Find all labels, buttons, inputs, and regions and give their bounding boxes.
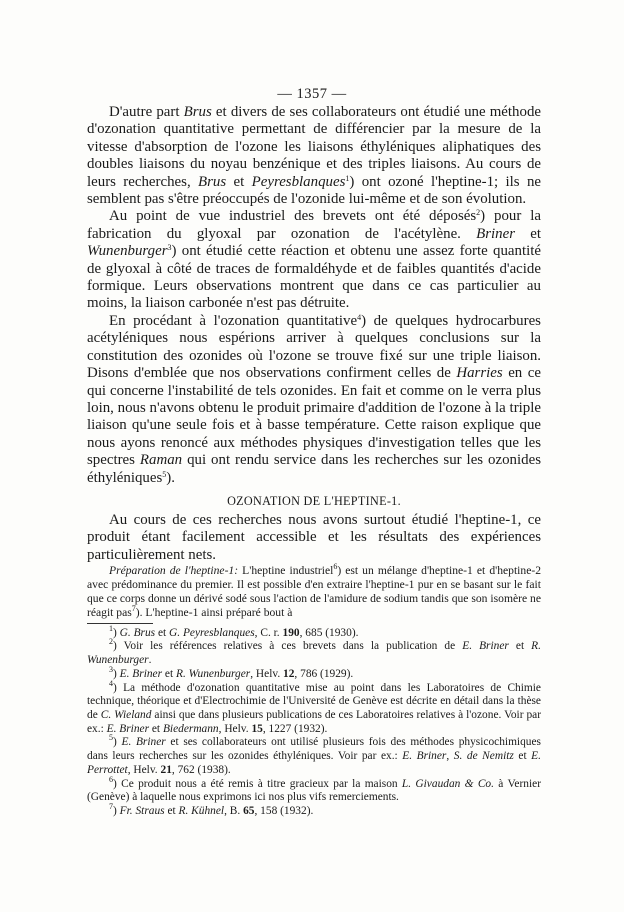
text: ) de quelques hydrocarbures acétyléniques nous espérions arriver à quelques conclusions sur la constitution des ozonides où l'ozone se trouve fixé sur une triple liaison. Disons d'emblée que nos observations confirment celles de [87,312,541,382]
volume: 65 [243,804,255,817]
footnote-6: $^6$) Ce produit nous a été remis à titre gracieux par la maison L. Givaudan & Co. à Vernier (Genève) à laquelle nous exprimons ici nos plus vifs remerciements. [87,774,541,804]
text: . [148,654,152,667]
author-name: Brus [183,104,212,120]
footnote-ref: 3 [167,243,172,253]
text: , [446,750,454,763]
text: , Helv. [127,763,161,776]
text: et divers de ses collaborateurs ont étudié une méthode d'ozonation quantitative permettant de différencier par la mesure de la vitesse d'absorption de l'ozone les liaisons éthyléniques aliphatiques des doubles liaisons du noyau benzénique et des triples liaisons. Au cours de leurs recherches, [87,104,541,190]
footnote-3: $^3$) E. Briner et R. Wunenburger, Helv. 12, 786 (1929). [109,664,354,680]
text: ) pour la fabrication du glyoxal par ozonation de l'acétylène. [87,208,541,242]
paragraph-4 [87,512,541,564]
volume: 190 [282,626,300,639]
author-name: R. Wunenburger [87,640,541,667]
footnote-number: 4 [109,678,113,688]
text: L'heptine industriel [238,564,334,578]
footnote-7: $^7$) Fr. Straus et R. Kühnel, B. 65, 158 (1932). [109,801,314,817]
subsection-title: Préparation de l'heptine-1: [109,564,239,578]
text: et [515,225,541,242]
text: ). L'heptine-1 ainsi préparé bout à [135,605,293,619]
volume: 12 [283,667,295,680]
text: et [149,722,163,735]
footnote-number: 2 [109,637,113,647]
footnote-4: $^4$) La méthode d'ozonation quantitative mise au point dans les Laboratoires de Chimie technique, théorique et d'Electrochimie de l'Université de Genève est décrite en détail dans la thèse de C. Wieland ainsi que dans plusieurs publications de ces Laboratoires relatives à l'ozone. Voir par ex.: E. Briner et Biedermann, Helv. 15, 1227 (1932). [87,678,542,735]
author-name: S. de Nemitz [453,750,514,763]
text: Au point de vue industriel des brevets ont été déposés [109,208,477,225]
volume: 21 [160,763,172,776]
page-number: — 1357 — [277,86,347,102]
author-name: Peyresblanques [251,173,346,190]
footnote-ref: 7 [131,603,136,613]
text: et [508,640,532,653]
author-name: E. Briner [106,722,150,735]
text: , 1227 (1932). [262,722,328,735]
text: , C. r. [254,626,283,639]
author-name: Brus [198,173,227,190]
text: et [226,173,252,190]
text: D'autre part [109,104,184,120]
volume: 15 [251,722,263,735]
author-name: Biedermann [162,722,219,735]
paragraph-1 [87,104,541,208]
paragraph-5 [87,564,541,620]
main-text [87,104,541,819]
footnote-2: $^2$) Voir les références relatives à ces brevets dans la publication de E. Briner et R. Wunenburger. [87,637,541,667]
text: , Helv. [218,722,252,735]
author-name: E. Briner [121,736,166,749]
author-name: C. Wieland [100,709,152,721]
footnote-5: $^5$) E. Briner et ses collaborateurs ont utilisé plusieurs fois des méthodes physicochimiques dans leurs recherches sur les ozonides éthyléniques. Voir par ex.: E. Briner, S. de Nemitz et E. Perrottet, Helv. 21, 762 (1938). [87,733,541,776]
footnote-separator [87,623,153,624]
footnote-number: 3 [109,664,113,674]
text: , 762 (1938). [171,763,231,776]
paragraph-3 [87,313,541,487]
author-name: E. Briner [462,640,509,653]
text: ainsi que dans plusieurs publications de ces Laboratoires relatives à l'ozone. Voir par ex.: [87,709,542,735]
author-name: R. Wunenburger [175,667,251,680]
author-name: G. Peyresblanques [169,626,255,639]
footnote-number: 6 [109,774,113,784]
footnote-ref: 6 [333,562,338,572]
text: La méthode d'ozonation quantitative mise au point dans les Laboratoires de Chimie technique, théorique et d'Electrochimie de l'Université de Genève est décrite en détail dans la thèse de [87,681,541,721]
footnote-number: 5 [109,733,113,743]
footnote-number: 7 [109,801,113,811]
text: , 786 (1929). [294,667,354,680]
text: ) est un mélange d'heptine-1 et d'heptine-2 avec prédominance du premier. Il est possible d'en extraire l'heptine-1 pur en se basant sur le fait que ce corps donne un dérivé sodé sous l'action de l'amidure de sodium tandis que son isomère ne réagit pas [87,564,541,619]
author-name: Raman [139,452,183,469]
text: et [164,804,179,817]
text: , Helv. [250,667,284,680]
footnote-ref: 2 [476,208,481,218]
text: qui ont rendu service dans les recherches sur les ozonides éthyléniques [87,452,541,486]
text: et [155,626,170,639]
text: en ce qui concerne l'instabilité de tels ozonides. En fait et comme on le verra plus loin, nous n'avons obtenu le produit primaire d'addition de l'ozone à la triple liaison qu'une seule fois et à basse température. Cette raison explique que nous ayons renoncé aux méthodes physiques d'investigation telles que les spectres [87,365,541,469]
footnote-ref: 1 [345,173,350,183]
author-name: E. Briner [119,667,163,680]
author-name: Fr. Straus [119,804,165,817]
text: et ses collaborateurs ont utilisé plusieurs fois des méthodes physicochimiques dans leurs recherches sur les ozonides éthyléniques. Voir par ex.: [87,736,541,763]
author-name: E. Briner [402,750,447,763]
text: et [513,750,532,763]
text: ). [166,469,175,486]
footnote-1: $^1$) G. Brus et G. Peyresblanques, C. r. 190, 685 (1930). [109,623,359,639]
author-name: Wunenburger [87,243,168,260]
text: à Vernier (Genève) à laquelle nous exprimons ici nos plus vifs remerciements. [87,777,541,804]
text: et [162,667,176,680]
text: Ce produit nous a été remis à titre gracieux par la maison [121,777,402,790]
author-name: E. Perrottet [87,750,541,776]
text: Au cours de ces recherches nous avons surtout étudié l'heptine-1, ce produit étant facilement accessible et les résultats des expériences particulièrement nets. [87,511,541,563]
text: , 685 (1930). [299,626,359,639]
text: , B. [224,804,244,817]
text: Voir les références relatives à ces brevets dans la publication de [123,640,463,653]
text: ) ont étudié cette réaction et obtenu une assez forte quantité de glyoxal à côté de traces de formaldéhyde et de faibles quantités d'acide formique. Leurs observations montrent que dans ce cas particulier au moins, la liaison carbonée n'est pas détruite. [87,243,541,312]
author-name: Briner [476,225,516,242]
footnote-ref: 4 [357,312,362,322]
text: , 158 (1932). [254,804,314,817]
section-heading: OZONATION DE L'HEPTINE-1. [227,493,401,508]
author-name: Harries [456,365,503,382]
author-name: G. Brus [119,626,156,639]
text: ) ont ozoné l'heptine-1; ils ne semblent pas s'être préoccupés de l'ozonide lui-même et de son évolution. [87,173,542,208]
author-name: R. Kühnel [178,804,225,817]
footnotes [87,623,542,819]
footnote-ref: 5 [162,469,167,479]
text: En procédant à l'ozonation quantitative [109,312,358,329]
paragraph-2 [87,208,541,312]
footnote-number: 1 [109,623,113,633]
company-name: L. Givaudan & Co. [401,777,494,790]
